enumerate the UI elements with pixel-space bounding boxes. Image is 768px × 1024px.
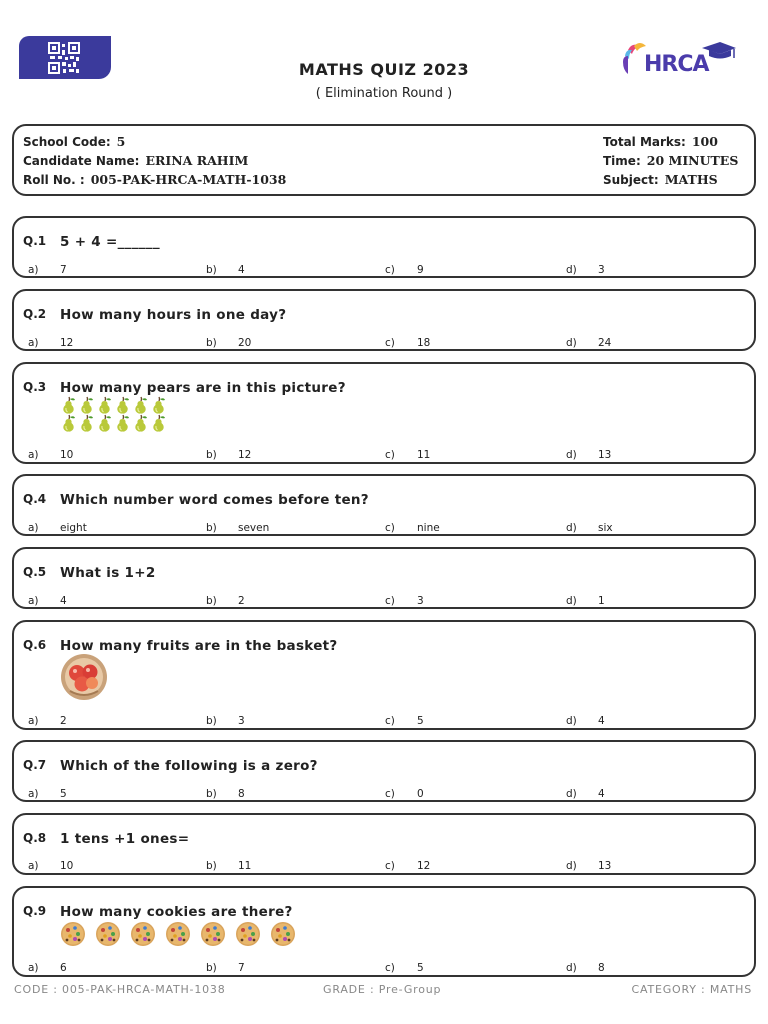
question-card — [12, 547, 756, 609]
option-value: 3 — [417, 595, 424, 607]
option-letter: c) — [385, 788, 395, 800]
option-value: 18 — [417, 337, 431, 349]
option-value: six — [598, 522, 613, 534]
logo-text: HRCA — [644, 52, 709, 77]
option-value: 11 — [238, 860, 252, 872]
option-letter: b) — [206, 595, 217, 607]
question-text: How many pears are in this picture? — [60, 380, 346, 396]
option-value: 0 — [417, 788, 424, 800]
pear-row — [60, 396, 167, 414]
pear-icon — [78, 396, 95, 414]
option-value: 10 — [60, 449, 74, 461]
option-letter: c) — [385, 595, 395, 607]
option-letter: a) — [28, 522, 39, 534]
pear-icon — [150, 414, 167, 432]
option-value: 5 — [60, 788, 67, 800]
roll-number-row — [23, 172, 286, 187]
option-value: 4 — [598, 715, 605, 727]
option-letter: a) — [28, 860, 39, 872]
pear-row — [60, 414, 167, 432]
option-letter: a) — [28, 449, 39, 461]
option-letter: d) — [566, 337, 577, 349]
option-value: 4 — [238, 264, 245, 276]
option-value: 13 — [598, 860, 612, 872]
question-text: What is 1+2 — [60, 565, 156, 581]
cookie-icon — [60, 921, 86, 951]
question-card — [12, 474, 756, 536]
option-value: 11 — [417, 449, 431, 461]
fruit-basket-icon — [60, 653, 108, 701]
option-letter: b) — [206, 337, 217, 349]
question-number: Q.8 — [23, 831, 47, 845]
option-value: 3 — [238, 715, 245, 727]
option-letter: c) — [385, 860, 395, 872]
question-card — [12, 620, 756, 730]
option-letter: c) — [385, 264, 395, 276]
candidate-name-label: Candidate Name: — [23, 154, 140, 168]
question-card — [12, 362, 756, 464]
option-letter: c) — [385, 962, 395, 974]
footer-category: CATEGORY : MATHS — [631, 983, 752, 996]
question-text: 1 tens +1 ones= — [60, 831, 190, 847]
option-value: 1 — [598, 595, 605, 607]
pear-icon — [132, 414, 149, 432]
pear-icon — [60, 414, 77, 432]
question-text: How many hours in one day? — [60, 307, 287, 323]
option-letter: d) — [566, 962, 577, 974]
question-card — [12, 813, 756, 875]
question-card — [12, 740, 756, 802]
option-value: 7 — [238, 962, 245, 974]
roll-number-label: Roll No. : — [23, 173, 85, 187]
cookie-icon — [270, 921, 296, 951]
option-letter: d) — [566, 860, 577, 872]
option-value: 12 — [60, 337, 74, 349]
option-letter: d) — [566, 595, 577, 607]
candidate-name-value: ERINA RAHIM — [145, 153, 249, 168]
option-letter: c) — [385, 337, 395, 349]
option-value: 2 — [238, 595, 245, 607]
question-text: How many fruits are in the basket? — [60, 638, 338, 654]
fruit-basket-picture — [60, 653, 108, 705]
cookies-picture — [60, 921, 296, 951]
option-letter: c) — [385, 449, 395, 461]
option-value: 3 — [598, 264, 605, 276]
option-letter: d) — [566, 522, 577, 534]
roll-number-value: 005-PAK-HRCA-MATH-1038 — [90, 172, 287, 187]
option-value: 24 — [598, 337, 612, 349]
question-number: Q.1 — [23, 234, 47, 248]
total-marks-row — [603, 134, 718, 149]
pear-icon — [96, 414, 113, 432]
option-value: 12 — [238, 449, 252, 461]
option-letter: a) — [28, 337, 39, 349]
question-card — [12, 289, 756, 351]
page-subtitle: ( Elimination Round ) — [315, 86, 453, 101]
cookie-icon — [95, 921, 121, 951]
option-value: 8 — [238, 788, 245, 800]
pear-icon — [60, 396, 77, 414]
question-text: Which number word comes before ten? — [60, 492, 369, 508]
option-value: 10 — [60, 860, 74, 872]
option-value: 9 — [417, 264, 424, 276]
option-letter: b) — [206, 715, 217, 727]
option-letter: d) — [566, 715, 577, 727]
school-code-row — [23, 134, 125, 149]
option-value: 13 — [598, 449, 612, 461]
pear-icon — [78, 414, 95, 432]
option-value: 5 — [417, 715, 424, 727]
pear-icon — [96, 396, 113, 414]
option-value: 4 — [60, 595, 67, 607]
pear-icon — [132, 396, 149, 414]
school-code-value: 5 — [116, 134, 126, 149]
pear-icon — [114, 396, 131, 414]
footer-code: CODE : 005-PAK-HRCA-MATH-1038 — [14, 983, 226, 996]
option-value: 8 — [598, 962, 605, 974]
question-text: 5 + 4 =______ — [60, 234, 160, 250]
option-letter: a) — [28, 788, 39, 800]
option-value: nine — [417, 522, 440, 534]
option-value: 7 — [60, 264, 67, 276]
subject-label: Subject: — [603, 173, 659, 187]
pears-picture — [60, 396, 167, 432]
option-letter: d) — [566, 449, 577, 461]
option-letter: b) — [206, 962, 217, 974]
option-letter: b) — [206, 264, 217, 276]
option-value: seven — [238, 522, 270, 534]
option-letter: a) — [28, 595, 39, 607]
question-number: Q.6 — [23, 638, 47, 652]
question-text: How many cookies are there? — [60, 904, 293, 920]
question-number: Q.9 — [23, 904, 47, 918]
question-number: Q.2 — [23, 307, 47, 321]
option-letter: b) — [206, 449, 217, 461]
candidate-info-box — [12, 124, 756, 196]
school-code-label: School Code: — [23, 135, 111, 149]
option-letter: c) — [385, 715, 395, 727]
pear-icon — [114, 414, 131, 432]
cookie-icon — [165, 921, 191, 951]
question-card — [12, 886, 756, 977]
footer-grade: GRADE : Pre-Group — [323, 983, 442, 996]
time-label: Time: — [603, 154, 641, 168]
time-row — [603, 153, 738, 168]
subject-row — [603, 172, 718, 187]
option-value: 4 — [598, 788, 605, 800]
candidate-name-row — [23, 153, 248, 168]
page-title: MATHS QUIZ 2023 — [298, 60, 470, 79]
question-number: Q.7 — [23, 758, 47, 772]
option-letter: b) — [206, 522, 217, 534]
option-letter: b) — [206, 860, 217, 872]
question-card — [12, 216, 756, 278]
option-letter: b) — [206, 788, 217, 800]
option-letter: c) — [385, 522, 395, 534]
option-letter: d) — [566, 264, 577, 276]
question-number: Q.4 — [23, 492, 47, 506]
total-marks-value: 100 — [691, 134, 718, 149]
option-value: 20 — [238, 337, 252, 349]
option-letter: a) — [28, 264, 39, 276]
time-value: 20 MINUTES — [646, 153, 739, 168]
cookie-icon — [130, 921, 156, 951]
subject-value: MATHS — [664, 172, 718, 187]
option-value: 5 — [417, 962, 424, 974]
option-letter: a) — [28, 715, 39, 727]
question-number: Q.5 — [23, 565, 47, 579]
cookie-row — [60, 921, 296, 951]
question-text: Which of the following is a zero? — [60, 758, 318, 774]
option-letter: a) — [28, 962, 39, 974]
cookie-icon — [200, 921, 226, 951]
option-letter: d) — [566, 788, 577, 800]
pear-icon — [150, 396, 167, 414]
total-marks-label: Total Marks: — [603, 135, 686, 149]
option-value: 12 — [417, 860, 431, 872]
question-number: Q.3 — [23, 380, 47, 394]
option-value: 2 — [60, 715, 67, 727]
option-value: eight — [60, 522, 87, 534]
option-value: 6 — [60, 962, 67, 974]
cookie-icon — [235, 921, 261, 951]
